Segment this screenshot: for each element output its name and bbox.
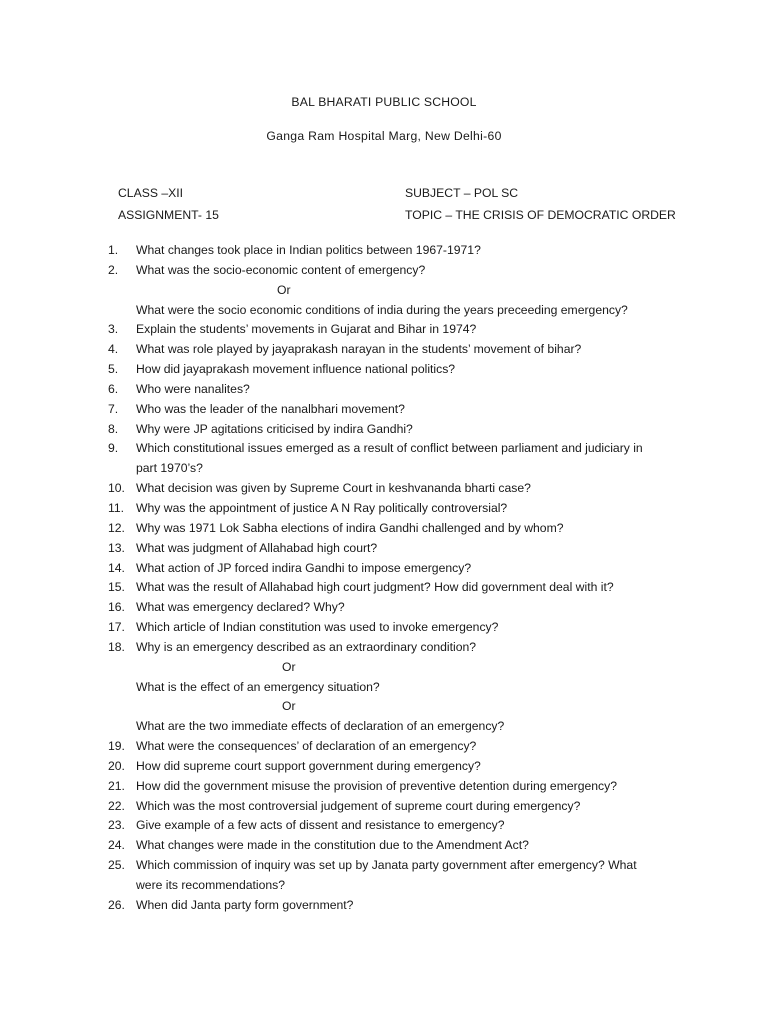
question-item <box>0 439 768 479</box>
question-line <box>0 816 768 836</box>
question-item <box>0 816 768 836</box>
question-line <box>0 559 768 579</box>
question-text: Why was 1971 Lok Sabha elections of indira Gandhi challenged and by whom? <box>136 520 564 535</box>
question-number: 8. <box>108 421 119 436</box>
question-line <box>0 618 768 638</box>
question-item <box>0 856 768 896</box>
question-number: 15. <box>108 580 125 595</box>
assignment-label: ASSIGNMENT- 15 <box>118 208 219 222</box>
question-item <box>0 380 768 400</box>
question-text: Who were nanalites? <box>136 381 250 396</box>
question-text: What are the two immediate effects of declaration of an emergency? <box>136 719 505 734</box>
question-item <box>0 420 768 440</box>
question-number: 20. <box>108 758 125 773</box>
question-line <box>0 281 768 301</box>
question-line <box>0 876 768 896</box>
question-item <box>0 737 768 757</box>
question-number: 2. <box>108 262 119 277</box>
question-item <box>0 479 768 499</box>
question-item <box>0 241 768 261</box>
question-number: 19. <box>108 739 125 754</box>
question-item <box>0 777 768 797</box>
question-item <box>0 559 768 579</box>
topic-label: TOPIC – THE CRISIS OF DEMOCRATIC ORDER <box>405 208 676 222</box>
question-item <box>0 757 768 777</box>
question-number: 18. <box>108 639 125 654</box>
question-text: How did the government misuse the provision of preventive detention during emergency? <box>136 778 618 793</box>
question-item <box>0 499 768 519</box>
question-item <box>0 578 768 598</box>
question-item <box>0 598 768 618</box>
question-text: part 1970’s? <box>136 461 203 476</box>
question-number: 13. <box>108 540 125 555</box>
question-line <box>0 360 768 380</box>
question-number: 1. <box>108 243 119 257</box>
question-item <box>0 340 768 360</box>
question-line <box>0 420 768 440</box>
question-item <box>0 638 768 737</box>
question-number: 16. <box>108 600 125 615</box>
question-text: What was role played by jayaprakash narayan in the students’ movement of bihar? <box>136 342 582 357</box>
question-text: Which was the most controversial judgement of supreme court during emergency? <box>136 798 581 813</box>
question-text: Which commission of inquiry was set up by Janata party government after emergency? What <box>136 858 637 873</box>
question-text: What action of JP forced indira Gandhi to impose emergency? <box>136 560 472 575</box>
question-number: 21. <box>108 778 125 793</box>
question-line <box>0 757 768 777</box>
question-list <box>0 241 768 916</box>
question-number: 9. <box>108 441 119 456</box>
question-item <box>0 539 768 559</box>
question-line <box>0 836 768 856</box>
question-line <box>0 598 768 618</box>
question-text: What was the result of Allahabad high court judgment? How did government deal with it? <box>136 580 614 595</box>
question-text: Why is an emergency described as an extraordinary condition? <box>136 639 477 654</box>
question-line <box>0 320 768 340</box>
question-number: 7. <box>108 401 119 416</box>
question-number: 17. <box>108 620 125 635</box>
question-line <box>0 777 768 797</box>
question-line <box>0 578 768 598</box>
question-item <box>0 400 768 420</box>
question-text: What was the socio-economic content of emergency? <box>136 262 426 277</box>
school-address: Ganga Ram Hospital Marg, New Delhi-60 <box>266 129 502 143</box>
question-number: 6. <box>108 381 119 396</box>
question-line <box>0 261 768 281</box>
question-line <box>0 499 768 519</box>
question-line <box>0 340 768 360</box>
question-line <box>0 896 768 916</box>
question-number: 24. <box>108 838 125 853</box>
question-text: What was emergency declared? Why? <box>136 600 345 615</box>
question-text: How did jayaprakash movement influence national politics? <box>136 362 456 377</box>
question-line <box>0 638 768 658</box>
question-number: 12. <box>108 520 125 535</box>
question-number: 11. <box>108 500 125 515</box>
or-separator: Or <box>282 699 296 714</box>
question-item <box>0 797 768 817</box>
question-number: 26. <box>108 897 125 912</box>
question-number: 5. <box>108 362 119 377</box>
question-item <box>0 618 768 638</box>
question-number: 23. <box>108 818 125 833</box>
question-line <box>0 519 768 539</box>
question-line <box>0 400 768 420</box>
question-text: When did Janta party form government? <box>136 897 354 912</box>
question-item <box>0 360 768 380</box>
question-number: 3. <box>108 322 119 337</box>
question-text: What was judgment of Allahabad high court? <box>136 540 378 555</box>
question-text: What changes took place in Indian politics between 1967-1971? <box>136 243 481 257</box>
question-text: How did supreme court support government during emergency? <box>136 758 481 773</box>
question-text: What changes were made in the constitution due to the Amendment Act? <box>136 838 529 853</box>
question-line <box>0 797 768 817</box>
question-line <box>0 658 768 678</box>
question-number: 25. <box>108 858 125 873</box>
question-text: What were the socio economic conditions of india during the years preceeding emergency? <box>136 302 628 317</box>
or-separator: Or <box>282 659 296 674</box>
question-item <box>0 836 768 856</box>
question-item <box>0 896 768 916</box>
school-name: BAL BHARATI PUBLIC SCHOOL <box>291 95 477 109</box>
question-line <box>0 856 768 876</box>
question-text: were its recommendations? <box>136 878 286 892</box>
question-line <box>0 737 768 757</box>
question-item <box>0 261 768 321</box>
or-separator: Or <box>277 282 291 297</box>
question-text: Who was the leader of the nanalbhari movement? <box>136 401 405 416</box>
question-item <box>0 519 768 539</box>
question-line <box>0 439 768 459</box>
question-text: What decision was given by Supreme Court in keshvananda bharti case? <box>136 481 531 496</box>
question-line <box>0 697 768 717</box>
question-line <box>0 241 768 261</box>
question-text: Which constitutional issues emerged as a result of conflict between parliament and judiciary in <box>136 441 643 456</box>
question-text: Give example of a few acts of dissent and resistance to emergency? <box>136 818 505 833</box>
question-line <box>0 301 768 321</box>
question-number: 14. <box>108 560 125 575</box>
question-number: 22. <box>108 798 125 813</box>
question-number: 4. <box>108 342 119 357</box>
question-item <box>0 320 768 340</box>
question-text: What is the effect of an emergency situation? <box>136 679 380 694</box>
question-text: Which article of Indian constitution was used to invoke emergency? <box>136 620 499 635</box>
question-line <box>0 479 768 499</box>
question-number: 10. <box>108 481 125 496</box>
class-label: CLASS –XII <box>118 186 184 200</box>
question-line <box>0 459 768 479</box>
question-line <box>0 380 768 400</box>
question-text: Why were JP agitations criticised by indira Gandhi? <box>136 421 413 436</box>
subject-label: SUBJECT – POL SC <box>405 186 519 200</box>
question-line <box>0 539 768 559</box>
question-text: Why was the appointment of justice A N Ray politically controversial? <box>136 500 508 515</box>
question-text: Explain the students’ movements in Gujarat and Bihar in 1974? <box>136 322 477 337</box>
question-line <box>0 717 768 737</box>
question-line <box>0 678 768 698</box>
question-text: What were the consequences’ of declaration of an emergency? <box>136 739 477 754</box>
